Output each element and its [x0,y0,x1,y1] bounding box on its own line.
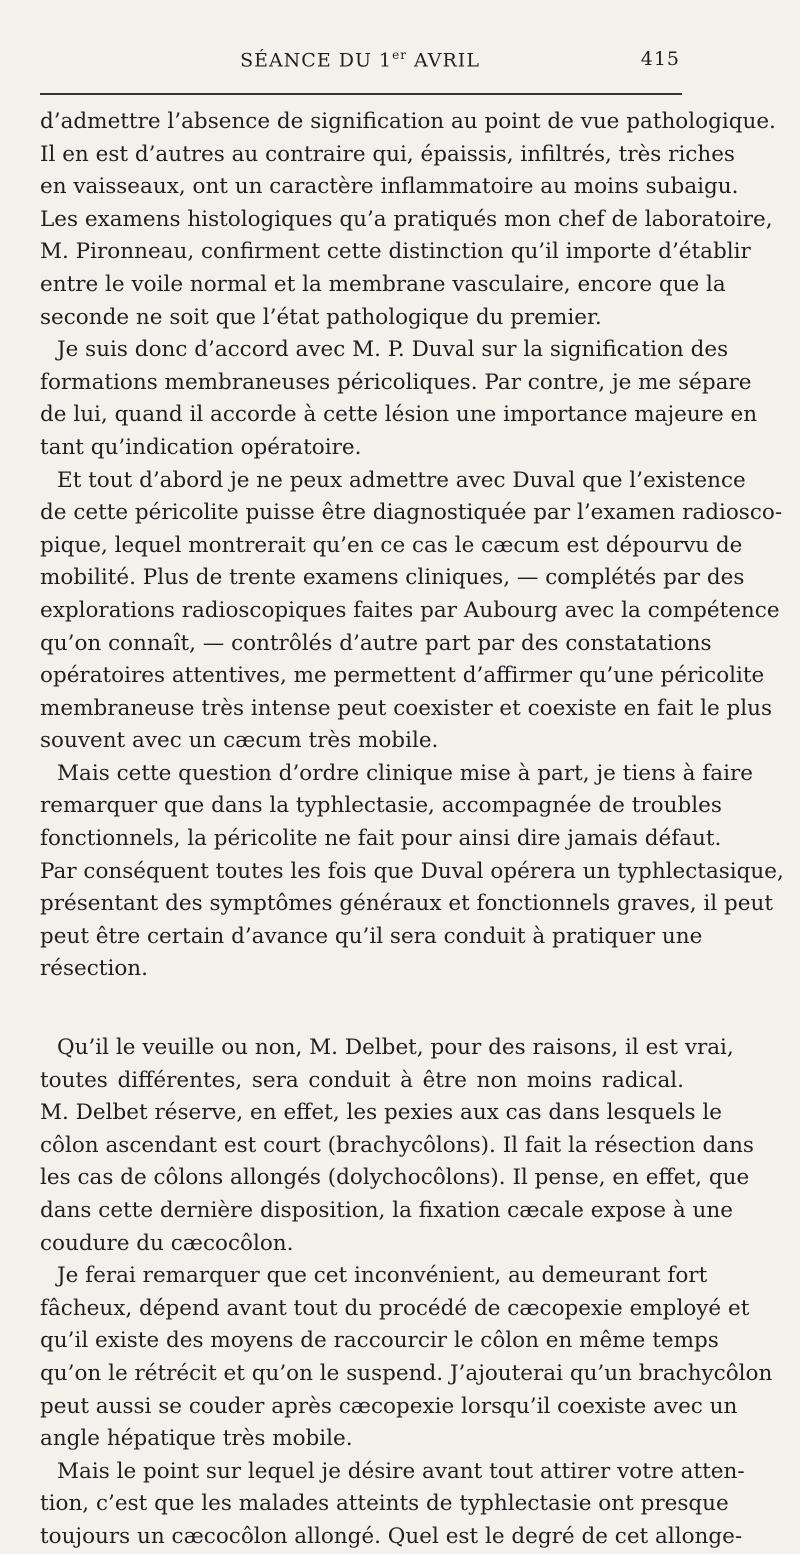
text-line: Je suis donc d’accord avec M. P. Duval sur la signification des [57,337,729,363]
text-line: membraneuse très intense peut coexister et coexiste en fait le plus [40,695,773,721]
text-line: souvent avec un cæcum très mobile. [40,728,439,754]
text-line: qu’on le rétrécit et qu’on le suspend. J’ajouterai qu’un brachycôlon [40,1360,773,1386]
text-line: toutes différentes, sera conduit à être non moins radical. [40,1067,684,1093]
text-line: Qu’il le veuille ou non, M. Delbet, pour des raisons, il est vrai, [57,1035,734,1061]
text-line: pique, lequel montrerait qu’en ce cas le cæcum est dépourvu de [40,532,743,558]
text-line: mobilité. Plus de trente examens cliniques, — complétés par des [40,565,745,591]
text-line: Je ferai remarquer que cet inconvénient, au demeurant fort [57,1263,708,1289]
text-line: côlon ascendant est court (brachycôlons). Il fait la résection dans [40,1132,754,1158]
text-line: fonctionnels, la péricolite ne fait pour ainsi dire jamais défaut. [40,826,722,852]
text-line: de lui, quand il accorde à cette lésion une importance majeure en [40,402,758,428]
paragraph [40,1032,754,1260]
paragraph [40,334,758,464]
paragraph [40,1456,745,1554]
text-line: les cas de côlons allongés (dolychocôlons). Il pense, en effet, que [40,1165,750,1191]
text-line: angle hépatique très mobile. [40,1426,353,1452]
text-line: d’admettre l’absence de signification au point de vue pathologique. [40,109,776,134]
text-line: qu’il existe des moyens de raccourcir le côlon en même temps [40,1328,719,1354]
text-line: coudure du cæcocôlon. [40,1230,294,1256]
text-line: peut aussi se couder après cæcopexie lorsqu’il coexiste avec un [40,1393,738,1419]
text-line: toujours un cæcocôlon allongé. Quel est le degré de cet allonge- [40,1523,743,1549]
header-rule [40,93,682,95]
text-line: Mais le point sur lequel je désire avant tout attirer votre atten- [57,1458,745,1484]
text-line: peut être certain d’avance qu’il sera conduit à pratiquer une [40,923,703,949]
text-line: formations membraneuses péricoliques. Par contre, je me sépare [40,369,752,395]
text-line: de cette péricolite puisse être diagnostiquée par l’examen radiosco- [40,500,783,526]
paragraph [40,106,776,334]
paragraph [40,465,783,758]
text-line: dans cette dernière disposition, la fixation cæcale expose à une [40,1198,733,1223]
paragraph [40,758,784,986]
header-title [40,48,680,71]
paragraph [40,1260,773,1456]
page-number: 415 [640,48,680,70]
section-gap [40,986,684,1032]
text-line: Par conséquent toutes les fois que Duval opérera un typhlectasique, [40,858,784,884]
header-title-suffix: AVRIL [406,49,480,72]
text-line: M. Delbet réserve, en effet, les pexies aux cas dans lesquels le [40,1100,722,1126]
text-line: opératoires attentives, me permettent d’affirmer qu’une péricolite [40,663,765,689]
text-line: seconde ne soit que l’état pathologique du premier. [40,304,602,330]
text-line: Il en est d’autres au contraire qui, épaissis, infiltrés, très riches [40,141,735,167]
text-line: tant qu’indication opératoire. [40,434,362,460]
header-title-superscript: er [392,48,407,62]
text-line: M. Pironneau, confirment cette distinction qu’il importe d’établir [40,239,751,265]
text-line: tion, c’est que les malades atteints de typhlectasie ont presque [40,1491,729,1517]
text-line: Les examens histologiques qu’a pratiqués mon chef de laboratoire, [40,206,773,232]
text-line: explorations radioscopiques faites par Aubourg avec la compétence [40,597,780,623]
body-text [40,106,784,1554]
text-line: fâcheux, dépend avant tout du procédé de cæcopexie employé et [40,1295,750,1321]
text-line: entre le voile normal et la membrane vasculaire, encore que la [40,271,726,297]
running-header [40,46,680,76]
text-line: résection. [40,956,148,982]
text-line: en vaisseaux, ont un caractère inflammatoire au moins subaigu. [40,174,739,200]
text-line: Mais cette question d’ordre clinique mise à part, je tiens à faire [57,760,753,786]
text-line: remarquer que dans la typhlectasie, accompagnée de troubles [40,793,722,819]
text-line: Et tout d’abord je ne peux admettre avec Duval que l’existence [57,467,746,493]
header-title-text: SÉANCE DU 1 [240,49,393,72]
text-line: présentant des symptômes généraux et fonctionnels graves, il peut [40,891,773,917]
text-line: qu’on connaît, — contrôlés d’autre part par des constatations [40,630,712,656]
